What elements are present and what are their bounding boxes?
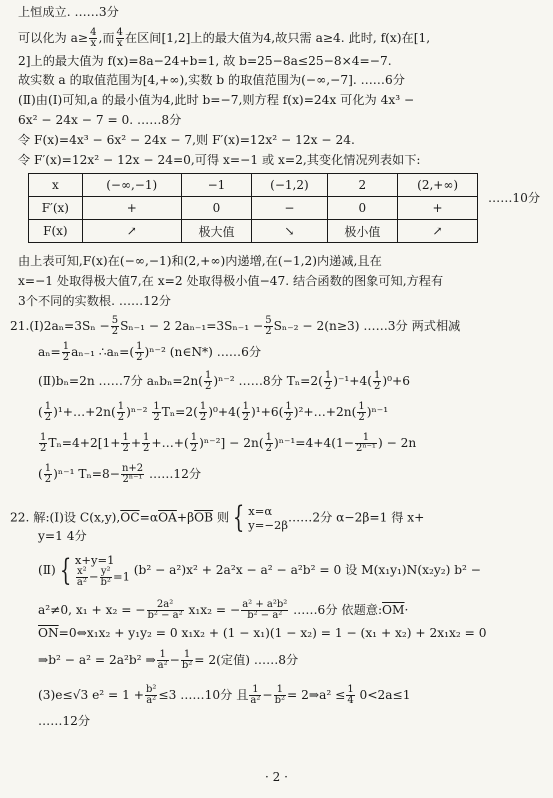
fraction: $\frac{n+2}{\text{2ⁿ⁻¹}}$ (121, 463, 144, 485)
fraction: $\frac{1}{2}$ (324, 370, 332, 392)
fraction: $\frac{1}{\text{b²}}$ (181, 649, 193, 671)
fraction: $\frac{\text{y²}}{\text{b²}}$ (100, 566, 111, 588)
fraction: $\frac{1}{2}$ (44, 463, 52, 485)
fraction: $\frac{1}{2}$ (40, 432, 47, 454)
table-row: x (−∞,−1) −1 (−1,2) 2 (2,+∞) (29, 174, 478, 197)
line-04: 故实数 a 的取值范围为[4,+∞),实数 b 的取值范围为(−∞,−7]. ……6分 (18, 73, 405, 87)
line-22-4: a²≠0, x₁ + x₂ = − $\frac{\text{2a²}}{\text{b² − a²}}$ x₁x₂ = − $\frac{\text{a² + a²b²}}{\text{b² − a²}}$ ……6分 依题意$:\overline{OM}\cdot$ (38, 599, 409, 621)
line-10: x=−1 处取得极大值7,在 x=2 处取得极小值−47. 结合函数的图象可知,方程有 (18, 274, 444, 288)
fraction: $\frac{1}{2}$ (265, 432, 272, 454)
table-score: ……10分 (488, 191, 541, 205)
equation-system: x+y=1 $\frac{\text{x²}}{\text{a²}}$ − $\frac{\text{y²}}{\text{b²}}$ =1 (74, 553, 130, 588)
fraction: $\frac{1}{2}$ (358, 401, 365, 423)
line-07: 令 F(x)=4x³ − 6x² − 24x − 7,则 F′(x)=12x² − 12x − 24. (18, 133, 355, 147)
fraction: $\frac{1}{\text{a²}}$ (157, 649, 168, 671)
line-03: 2]上的最大值为 f(x)=8a−24+b=1, 故 b=25−8a≤25−8×4=−7. (18, 54, 392, 68)
equation-system: x=α y=−2β (248, 504, 288, 532)
line-21-5: $\frac{1}{2}$ Tₙ=4+2[1+ $\frac{1}{2}$ + $\frac{1}{2}$ +…+( $\frac{1}{2}$ )ⁿ⁻²] − 2n( $\frac{1}{2}$ )ⁿ⁻¹=4+4(1− $\frac{1}{\text{2ⁿ⁻¹}}$ ) − 2n (40, 432, 417, 454)
line-22-2: y=1 4分 (38, 529, 87, 543)
line-22-1: 22. 解:(Ⅰ)设 $C(x,y),\overline{OC}=\alpha\overline{OA}+\beta\overline{OB}$ 则 { x=α y=−2β……2分 α−2β=1 得 x+ (10, 500, 425, 535)
line-02: 可以化为 a≥ $\frac{4}{x}$ ,而 $\frac{4}{x}$ 在区间[1,2]上的最大值为4,故只需 a≥4. 此时, f(x)在[1, (18, 27, 431, 49)
fraction: $\frac{1}{\text{b²}}$ (274, 684, 286, 706)
fraction: $\frac{1}{\text{2ⁿ⁻¹}}$ (355, 432, 376, 454)
fraction: $\frac{1}{2}$ (153, 401, 160, 423)
fraction: $\frac{\text{a² + a²b²}}{\text{b² − a²}}$ (242, 599, 288, 621)
line-21-6: ( $\frac{1}{2}$ )ⁿ⁻¹ Tₙ=8− $\frac{n+2}{\text{2ⁿ⁻¹}}$ ……12分 (38, 463, 202, 485)
fraction: $\frac{5}{2}$ (265, 315, 272, 337)
brace-icon: { (232, 500, 245, 535)
line-22-8: ……12分 (38, 714, 91, 728)
fraction: $\frac{1}{2}$ (199, 401, 207, 423)
fraction: $\frac{5}{2}$ (111, 315, 119, 337)
fraction: $\frac{1}{2}$ (374, 370, 381, 392)
variation-table (28, 173, 478, 243)
fraction: $\frac{1}{\text{a²}}$ (250, 684, 261, 706)
fraction: $\frac{\text{x²}}{\text{a²}}$ (76, 566, 87, 588)
fraction: $\frac{\text{b²}}{\text{a²}}$ (145, 684, 157, 706)
line-01: 上恒成立. ……3分 (18, 5, 119, 19)
fraction: $\frac{1}{2}$ (143, 432, 150, 454)
fraction: $\frac{1}{2}$ (190, 432, 198, 454)
fraction: $\frac{\text{2a²}}{\text{b² − a²}}$ (147, 599, 183, 621)
line-21-4: ( $\frac{1}{2}$ )¹+…+2n( $\frac{1}{2}$ )ⁿ⁻² $\frac{1}{2}$ Tₙ=2( $\frac{1}{2}$ )⁰+4( $\frac{1}{2}$ )¹+6( $\frac{1}{2}$ )²+…+2n( $\frac{1}{2}$ )ⁿ⁻¹ (38, 401, 389, 423)
line-11: 3个不同的实数根. ……12分 (18, 294, 171, 308)
fraction: $\frac{4}{x}$ (90, 27, 97, 49)
line-21-2: aₙ= $\frac{1}{2}$ aₙ₋₁ ∴aₙ=( $\frac{1}{2}$ )ⁿ⁻² (n∈N*) ……6分 (38, 341, 262, 363)
fraction: $\frac{1}{2}$ (285, 401, 292, 423)
line-21-1: 21.(Ⅰ)2aₙ=3Sₙ − $\frac{5}{2}$ Sₙ₋₁ − 2 2aₙ₋₁=3Sₙ₋₁ − $\frac{5}{2}$ Sₙ₋₂ − 2(n≥3) ……3分 两式相减 (10, 315, 461, 337)
fraction: $\frac{1}{2}$ (62, 341, 70, 363)
line-08: 令 F′(x)=12x² − 12x − 24=0,可得 x=−1 或 x=2,其变化情况列表如下: (18, 153, 421, 167)
line-21-3: (Ⅱ)bₙ=2n ……7分 aₙbₙ=2n( $\frac{1}{2}$ )ⁿ⁻² ……8分 Tₙ=2( $\frac{1}{2}$ )⁻¹+4( $\frac{1}{2}$ )⁰+6 (38, 370, 411, 392)
fraction: $\frac{1}{2}$ (136, 341, 143, 363)
fraction: $\frac{1}{2}$ (204, 370, 212, 392)
line-05: (Ⅱ)由(Ⅰ)可知,a 的最小值为4,此时 b=−7,则方程 f(x)=24x 可化为 4x³ − (18, 93, 415, 107)
brace-icon: { (59, 552, 72, 588)
page-number: · 2 · (265, 770, 288, 784)
line-09: 由上表可知,F(x)在(−∞,−1)和(2,+∞)内递增,在(−1,2)内递减,且在 (18, 254, 382, 268)
table-row: F(x) ↗ 极大值 ↘ 极小值 ↗ (29, 220, 478, 243)
fraction: $\frac{1}{2}$ (242, 401, 249, 423)
fraction: $\frac{1}{2}$ (117, 401, 125, 423)
line-06: 6x² − 24x − 7 = 0. ……8分 (18, 113, 182, 127)
line-22-3: (Ⅱ) { x+y=1 $\frac{\text{x²}}{\text{a²}}$ − $\frac{\text{y²}}{\text{b²}}$ =1 (b² − a²)x² + 2a²x − a² − a²b² = 0 设 M(x₁y₁)N(x₂y₂) b² − (38, 552, 482, 588)
line-22-6: ⇒b² − a² = 2a²b² ⇒ $\frac{1}{\text{a²}}$ − $\frac{1}{\text{b²}}$ = 2(定值) ……8分 (38, 649, 299, 671)
line-22-7: (3)e≤√3 e² = 1 + $\frac{\text{b²}}{\text{a²}}$ ≤3 ……10分 且 $\frac{1}{\text{a²}}$ − $\frac{1}{\text{b²}}$ = 2⇒a² ≤ $\frac{1}{4}$ 0<2a≤1 (38, 684, 411, 706)
line-22-5: $\overline{ON}=0\Leftrightarrow x_1x_2 + y_1y_2 = 0$ x₁x₂ + (1 − x₁)(1 − x₂) = 1 − (x₁ + x₂) + 2x₁x₂ = 0 (38, 626, 487, 640)
fraction: $\frac{1}{2}$ (44, 401, 52, 423)
table-row: F′(x) + 0 − 0 + (29, 197, 478, 220)
fraction: $\frac{4}{x}$ (116, 27, 123, 49)
fraction: $\frac{1}{4}$ (347, 684, 354, 706)
fraction: $\frac{1}{2}$ (122, 432, 129, 454)
